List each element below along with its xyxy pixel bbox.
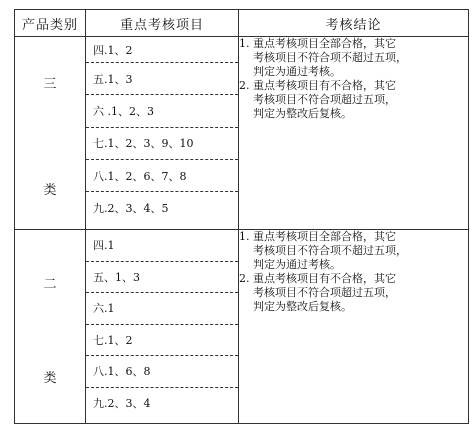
conclusion-line: 考核项目不符合项不超过五项， [253, 244, 407, 257]
category-label-bottom: 类 [43, 371, 57, 386]
conclusion-item [239, 272, 468, 314]
assessment-table-page [14, 9, 468, 422]
table-row-class-three [15, 37, 469, 230]
header-key-items: 重点考核项目 [86, 10, 239, 37]
assessment-table [14, 9, 469, 424]
table-row-class-two [15, 230, 469, 424]
header-product-category: 产品类别 [15, 10, 86, 37]
conclusion-line: 重点考核项目全部合格，其它 [253, 37, 396, 50]
conclusion-line: 重点考核项目有不合格，其它 [253, 79, 396, 92]
conclusion-line: 重点考核项目有不合格，其它 [253, 272, 396, 285]
category-cell [15, 37, 86, 230]
list-item: 九.2、3、4 [93, 397, 151, 411]
header-conclusion: 考核结论 [239, 10, 469, 37]
conclusion-item [239, 37, 468, 79]
category-label-top: 三 [43, 77, 57, 92]
list-item: 九.2、3、4、5 [93, 202, 169, 216]
list-item: 五、1、3 [86, 262, 238, 294]
conclusion-cell [239, 230, 469, 424]
conclusion-line: 判定为通过考核。 [253, 258, 341, 271]
items-cell [86, 230, 239, 424]
conclusion-number: 2. [239, 79, 250, 92]
conclusion-line: 判定为整改后复核。 [253, 300, 352, 313]
conclusion-line: 考核项目不符合项超过五项， [253, 93, 396, 106]
list-item: 四.1、2 [86, 37, 238, 63]
category-label-bottom: 类 [43, 183, 57, 198]
category-cell [15, 230, 86, 424]
list-item: 八.1、6、8 [86, 356, 238, 388]
list-item: 八.1、2、6、7、8 [86, 160, 238, 192]
conclusion-line: 判定为整改后复核。 [253, 107, 352, 120]
table-header-row [15, 10, 469, 37]
conclusion-number: 1. [239, 230, 250, 243]
conclusion-cell [239, 37, 469, 230]
conclusion-number: 2. [239, 272, 250, 285]
conclusion-line: 考核项目不符合项超过五项， [253, 286, 396, 299]
conclusion-item [239, 230, 468, 272]
list-item: 六.1 [86, 293, 238, 325]
list-item: 七.1、2、3、9、10 [86, 128, 238, 160]
list-item: 四.1 [86, 230, 238, 262]
category-label-top: 二 [43, 277, 57, 292]
conclusion-line: 重点考核项目全部合格，其它 [253, 230, 396, 243]
conclusion-line: 考核项目不符合项不超过五项， [253, 51, 407, 64]
list-item: 五.1、3 [86, 63, 238, 95]
conclusion-number: 1. [239, 37, 250, 50]
list-item: 六 .1、2、3 [86, 95, 238, 127]
list-item: 七.1、2 [86, 325, 238, 357]
conclusion-line: 判定为通过考核。 [253, 65, 341, 78]
items-cell [86, 37, 239, 230]
conclusion-item [239, 79, 468, 121]
